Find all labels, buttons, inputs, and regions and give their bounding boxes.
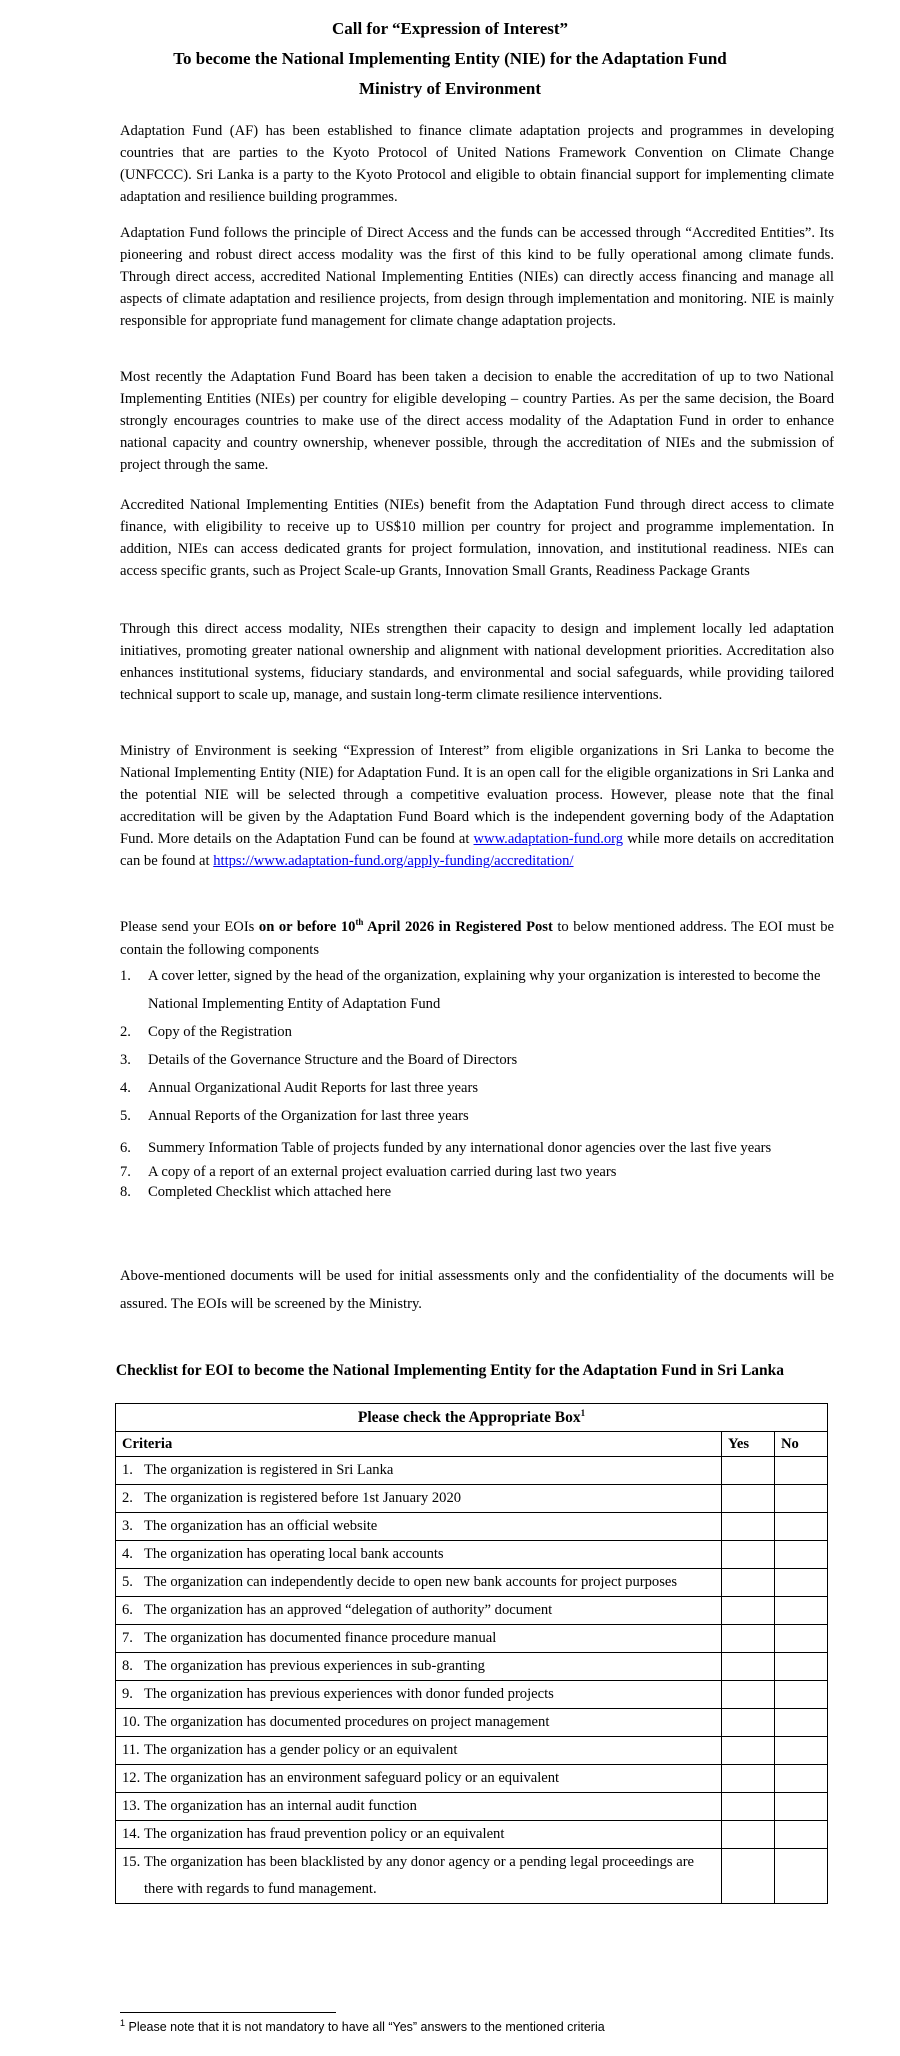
yes-checkbox[interactable]	[722, 1653, 775, 1681]
yes-checkbox[interactable]	[722, 1709, 775, 1737]
table-row: 4. The organization has operating local bank accounts	[116, 1541, 828, 1569]
list-item: 1. A cover letter, signed by the head of the organization, explaining why your organization is interested to become the National Implementing Entity of Adaptation Fund	[120, 968, 821, 1012]
table-row: 6. The organization has an approved “delegation of authority” document	[116, 1597, 828, 1625]
no-checkbox[interactable]	[775, 1737, 828, 1765]
no-checkbox[interactable]	[775, 1541, 828, 1569]
table-row: 14. The organization has fraud prevention policy or an equivalent	[116, 1821, 828, 1849]
list-item: 3. Details of the Governance Structure and the Board of Directors	[120, 1052, 518, 1068]
yes-checkbox[interactable]	[722, 1597, 775, 1625]
table-row: 11. The organization has a gender policy or an equivalent	[116, 1737, 828, 1765]
submission-text-d: to below mentioned address. The EOI must be contain the following components	[120, 919, 834, 958]
no-checkbox[interactable]	[775, 1765, 828, 1793]
list-item: 6. Summery Information Table of projects funded by any international donor agencies over the last five years	[120, 1140, 772, 1156]
paragraph-modality: Through this direct access modality, NIEs strengthen their capacity to design and implement locally led adaptation initiatives, promoting greater national ownership and alignment with national development priorities. Accreditation also enhances institutional systems, fiduciary standards, and environmental and social safeguards, while providing tailored technical support to scale up, manage, and sustain long-term climate resilience interventions.	[120, 621, 834, 703]
table-row: 10. The organization has documented procedures on project management	[116, 1709, 828, 1737]
yes-checkbox[interactable]	[722, 1513, 775, 1541]
call-text-mid: while more details on accreditation can be found at	[120, 831, 835, 869]
table-row: 3. The organization has an official website	[116, 1513, 828, 1541]
no-checkbox[interactable]	[775, 1625, 828, 1653]
submission-text-a: Please send your EOIs	[120, 919, 259, 935]
table-row: 15. The organization has been blacklisted by any donor agency or a pending legal proceedings are there with regards to fund management.	[116, 1849, 828, 1904]
footnote: $^1$ Please note that it is not mandatory to have all “Yes” answers to the mentioned criteria	[120, 2017, 605, 2034]
table-row: 1. The organization is registered in Sri Lanka	[116, 1457, 828, 1485]
table-row: 2. The organization is registered before 1st January 2020	[116, 1485, 828, 1513]
no-checkbox[interactable]	[775, 1653, 828, 1681]
list-item: 7. A copy of a report of an external project evaluation carried during last two years	[120, 1164, 617, 1180]
deadline-text: on or before 10th April 2026 in Registered Post	[258, 917, 553, 935]
yes-checkbox[interactable]	[722, 1681, 775, 1709]
yes-checkbox[interactable]	[722, 1569, 775, 1597]
yes-checkbox[interactable]	[722, 1457, 775, 1485]
checklist-heading: Checklist for EOI to become the National Implementing Entity for the Adaptation Fund in Sri Lanka	[115, 1362, 785, 1379]
no-checkbox[interactable]	[775, 1821, 828, 1849]
no-checkbox[interactable]	[775, 1457, 828, 1485]
ministry-name: Ministry of Environment	[359, 79, 541, 98]
col-criteria: Criteria	[116, 1432, 722, 1457]
no-checkbox[interactable]	[775, 1793, 828, 1821]
paragraph-direct-access: Adaptation Fund follows the principle of Direct Access and the funds can be accessed through “Accredited Entities”. Its pioneering and robust direct access modality was the first of this kind to be fully operational among climate funds. Through direct access, accredited National Implementing Entities (NIEs) can directly access financing and manage all aspects of climate adaptation and resilience projects, from design through implementation and monitoring. NIE is mainly responsible for appropriate fund management for climate change adaptation projects.	[120, 225, 834, 329]
yes-checkbox[interactable]	[722, 1625, 775, 1653]
doc-subtitle: To become the National Implementing Entity (NIE) for the Adaptation Fund	[173, 49, 727, 68]
checklist-table	[115, 1403, 828, 1904]
table-row: 8. The organization has previous experiences in sub-granting	[116, 1653, 828, 1681]
doc-title: Call for “Expression of Interest”	[331, 19, 569, 38]
no-checkbox[interactable]	[775, 1709, 828, 1737]
yes-checkbox[interactable]	[722, 1737, 775, 1765]
list-item: 5. Annual Reports of the Organization for last three years	[120, 1108, 469, 1124]
paragraph-call	[120, 740, 834, 872]
list-item: 8. Completed Checklist which attached here	[120, 1184, 392, 1200]
components-list	[120, 962, 834, 1202]
table-row: 5. The organization can independently decide to open new bank accounts for project purposes	[116, 1569, 828, 1597]
paragraph-closing: Above-mentioned documents will be used for initial assessments only and the confidentiality of the documents will be assured. The EOIs will be screened by the Ministry.	[120, 1268, 834, 1312]
paragraph-submission	[120, 916, 834, 962]
footnote-divider	[120, 2012, 336, 2013]
yes-checkbox[interactable]	[722, 1541, 775, 1569]
table-row: 13. The organization has an internal audit function	[116, 1793, 828, 1821]
no-checkbox[interactable]	[775, 1513, 828, 1541]
no-checkbox[interactable]	[775, 1597, 828, 1625]
accreditation-link[interactable]: https://www.adaptation-fund.org/apply-funding/accreditation/	[213, 853, 574, 869]
paragraph-intro: Adaptation Fund (AF) has been established to finance climate adaptation projects and programmes in developing countries that are parties to the Kyoto Protocol of United Nations Framework Convention on Climate Change (UNFCCC). Sri Lanka is a party to the Kyoto Protocol and eligible to obtain financial support for implementing climate adaptation and resilience building programmes.	[120, 123, 834, 205]
table-row: 12. The organization has an environment safeguard policy or an equivalent	[116, 1765, 828, 1793]
no-checkbox[interactable]	[775, 1849, 828, 1904]
paragraph-board-decision: Most recently the Adaptation Fund Board has been taken a decision to enable the accreditation of up to two National Implementing Entities (NIEs) per country for eligible developing – country Parties. As per the same decision, the Board strongly encourages countries to make use of the direct access modality of the Adaptation Fund in order to enhance national capacity and country ownership, whenever possible, through the accreditation of NIEs and the submission of project through the same.	[120, 369, 834, 473]
checklist-box-title: Please check the Appropriate Box$^1$	[116, 1404, 828, 1432]
table-row: 7. The organization has documented finance procedure manual	[116, 1625, 828, 1653]
paragraph-nie-benefits: Accredited National Implementing Entities (NIEs) benefit from the Adaptation Fund through direct access to climate finance, with eligibility to receive up to US$10 million per country for project and programme implementation. In addition, NIEs can access dedicated grants for project formulation, innovation, and institutional readiness. NIEs can access specific grants, such as Project Scale-up Grants, Innovation Small Grants, Readiness Package Grants	[120, 497, 834, 579]
list-item: 4. Annual Organizational Audit Reports for last three years	[120, 1080, 479, 1096]
no-checkbox[interactable]	[775, 1681, 828, 1709]
yes-checkbox[interactable]	[722, 1849, 775, 1904]
col-no: No	[775, 1432, 828, 1457]
table-row: 9. The organization has previous experiences with donor funded projects	[116, 1681, 828, 1709]
no-checkbox[interactable]	[775, 1485, 828, 1513]
yes-checkbox[interactable]	[722, 1485, 775, 1513]
col-yes: Yes	[722, 1432, 775, 1457]
yes-checkbox[interactable]	[722, 1793, 775, 1821]
yes-checkbox[interactable]	[722, 1821, 775, 1849]
yes-checkbox[interactable]	[722, 1765, 775, 1793]
adaptation-fund-link[interactable]: www.adaptation-fund.org	[473, 831, 624, 847]
list-item: 2. Copy of the Registration	[120, 1024, 292, 1040]
no-checkbox[interactable]	[775, 1569, 828, 1597]
call-text: Ministry of Environment is seeking “Expression of Interest” from eligible organizations in Sri Lanka to become the National Implementing Entity (NIE) for Adaptation Fund. It is an open call for the eligible organizations in Sri Lanka and the potential NIE will be selected through a competitive evaluation process. However, please note that the final accreditation will be given by the Adaptation Fund Board which is the independent governing body of the Adaptation Fund. More details on the Adaptation Fund can be found at	[120, 743, 834, 847]
